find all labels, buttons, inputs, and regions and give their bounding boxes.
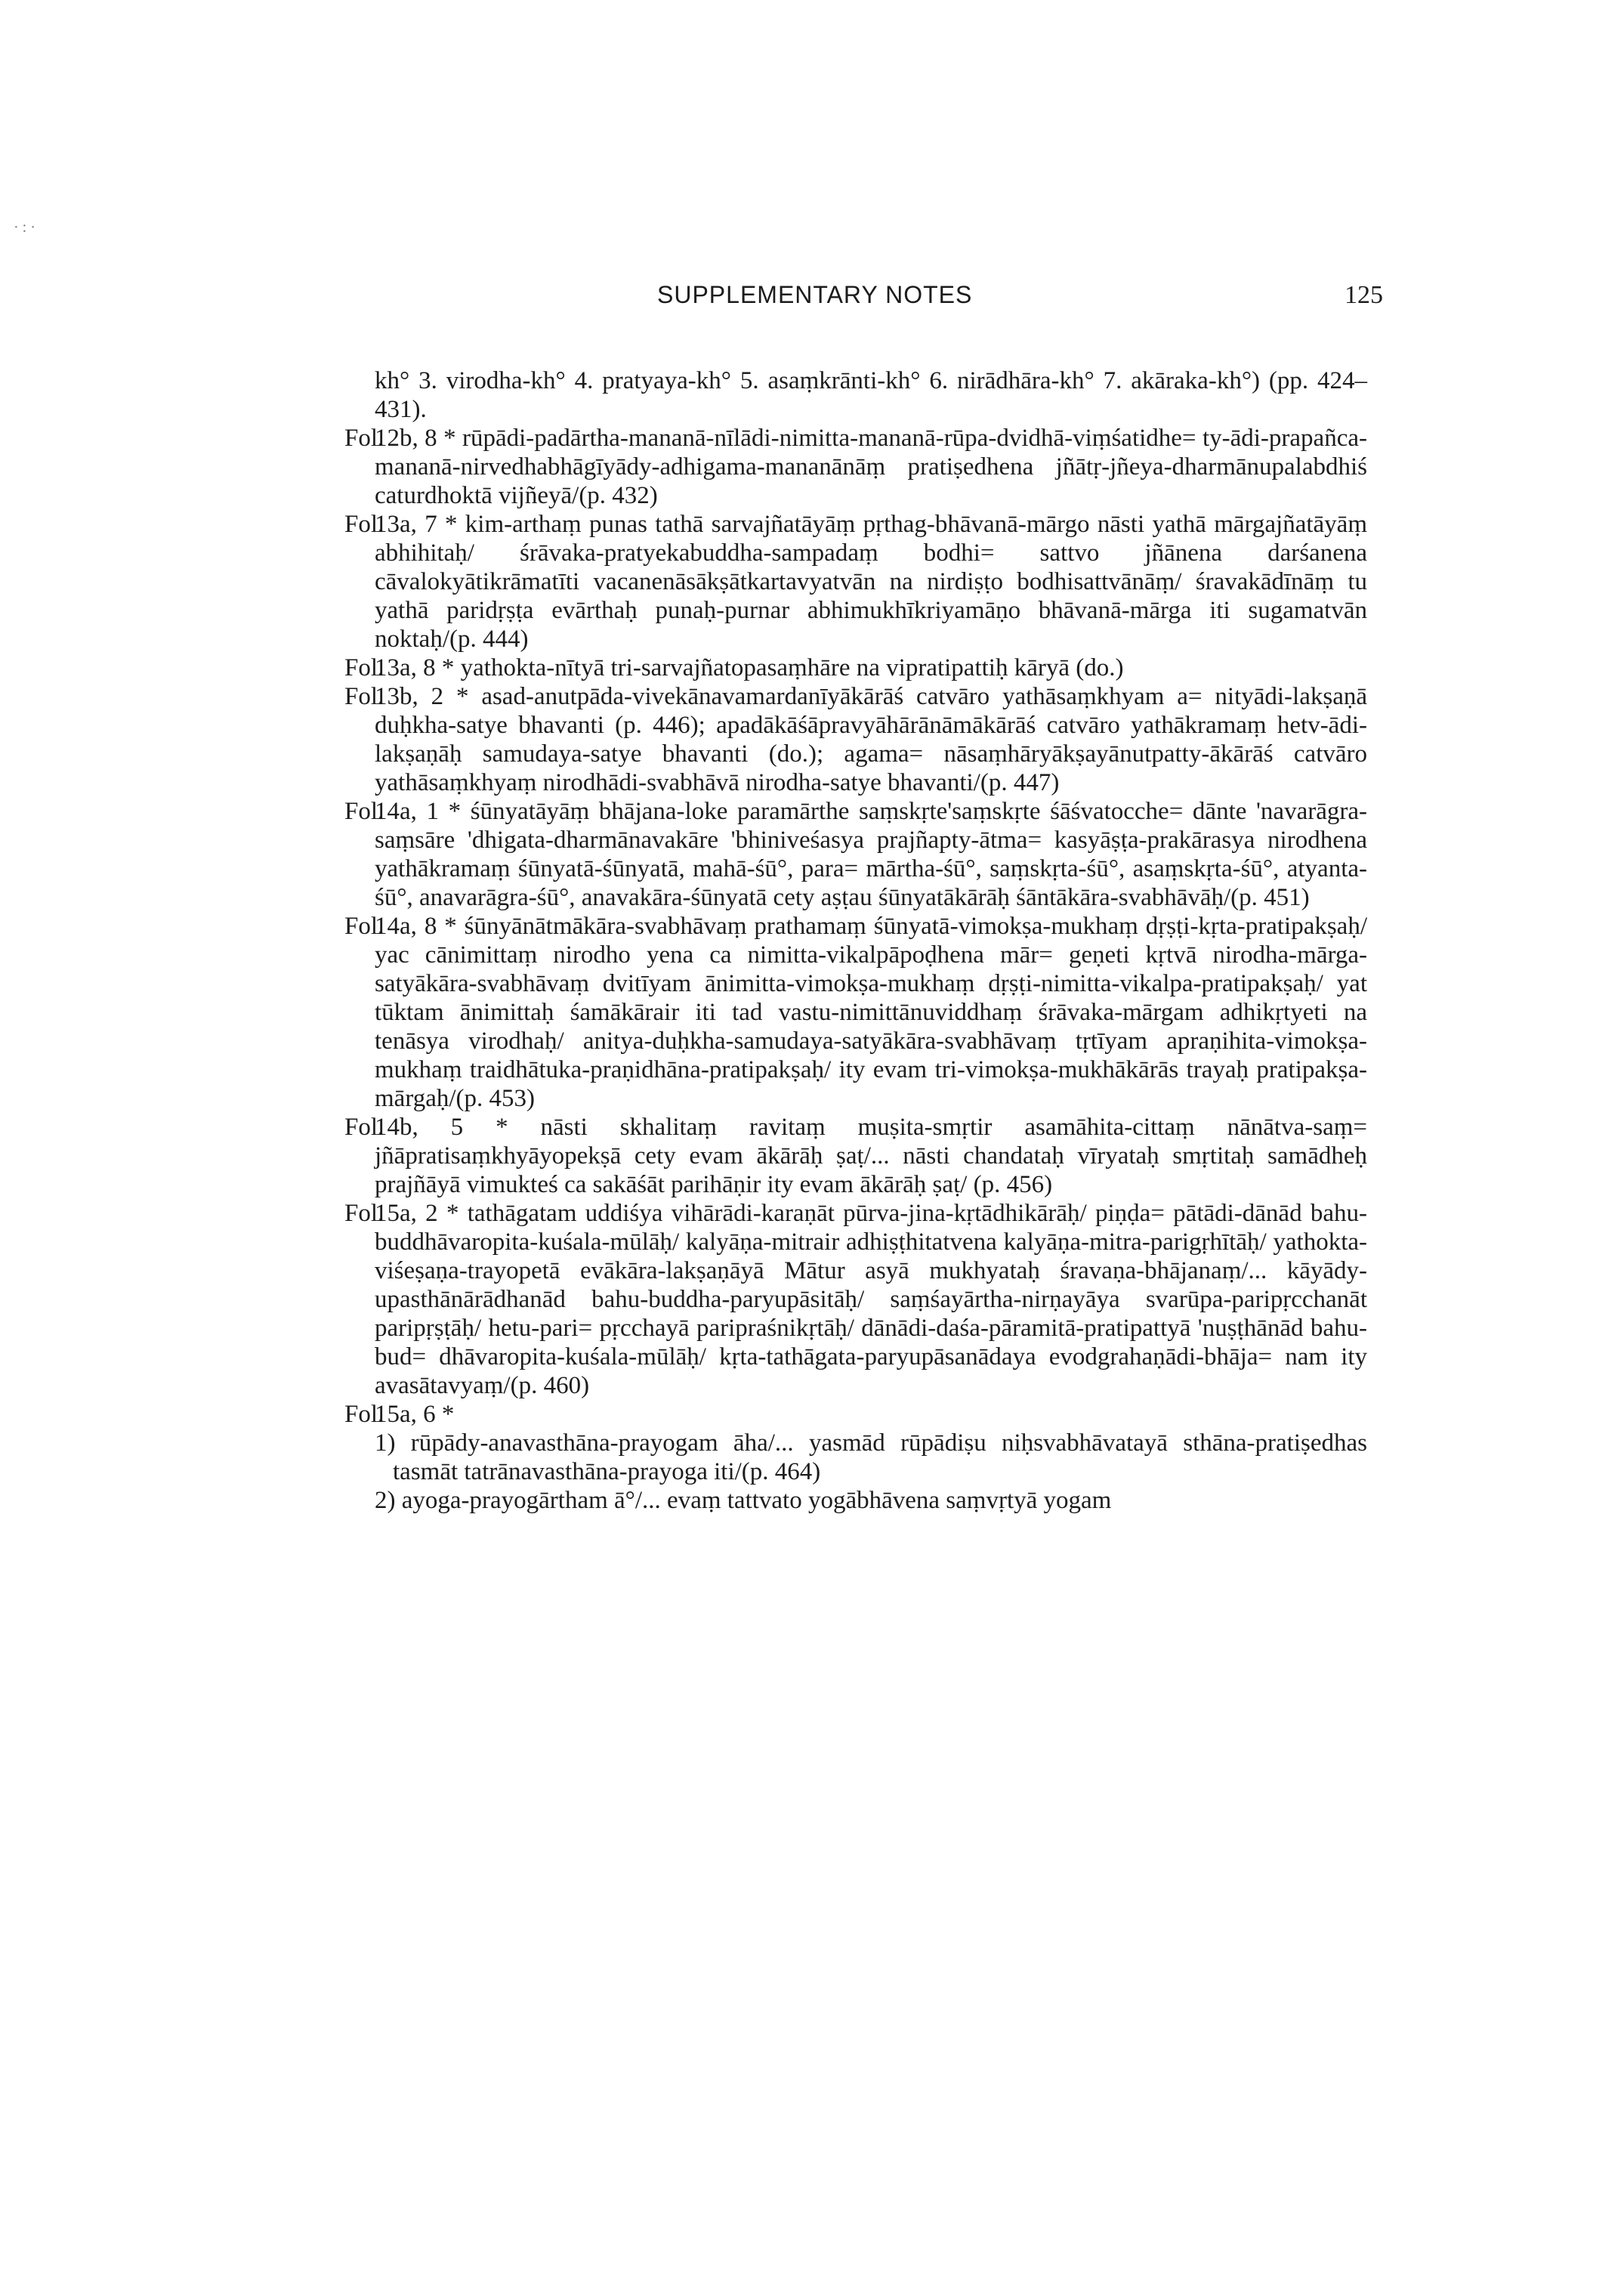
scan-speck: · : ·: [14, 219, 36, 236]
folio-label: Fol.: [344, 1114, 384, 1141]
folio-label: Fol.: [344, 425, 384, 452]
folio-note: [344, 424, 1367, 510]
folio-note: [344, 797, 1367, 912]
folio-note: [344, 912, 1367, 1113]
note-text: 14b, 5 * nāsti skhalitaṃ ravitaṃ muṣita-smṛtir asamāhita-cittaṃ nānātva-saṃ= jñāpratisaṃkhyāyopekṣā cety evam ākārāḥ ṣaṭ/... nāsti chandataḥ vīryataḥ smṛtitaḥ samādheḥ prajñāyā vimukteś ca sakāśāt parihāṇir ity evam ākārāḥ ṣaṭ/ (p. 456): [375, 1114, 1367, 1198]
folio-note: [344, 1199, 1367, 1400]
folio-note: [344, 510, 1367, 654]
folio-label: Fol.: [344, 654, 384, 681]
folio-note: [344, 1400, 1367, 1429]
folio-note: [344, 1113, 1367, 1199]
numbered-subitem: [347, 1429, 1367, 1486]
folio-label: Fol.: [344, 798, 384, 825]
note-text: 14a, 1 * śūnyatāyāṃ bhājana-loke paramārthe saṃskṛte'saṃskṛte śāśvatocche= dānte 'navarāgra-saṃsāre 'dhigata-dharmānavakāre 'bhiniveśasya prajñapty-ātma= kasyāṣṭa-prakārasya nirodhena yathākramaṃ śūnyatā-śūnyatā, mahā-śū°, para= mārtha-śū°, saṃskṛta-śū°, asaṃskṛta-śū°, atyanta-śū°, anavarāgra-śū°, anavakāra-śūnyatā cety aṣṭau śūnyatākārāḥ śāntākāra-svabhāvāḥ/(p. 451): [375, 798, 1367, 911]
note-text: 12b, 8 * rūpādi-padārtha-mananā-nīlādi-nimitta-mananā-rūpa-dvidhā-viṃśatidhe= ty-ādi-prapañca-mananā-nirvedhabhāgīyādy-adhigama-mananānāṃ pratiṣedhena jñātṛ-jñeya-dharmānupalabdhiś caturdhoktā vijñeyā/(p. 432): [375, 425, 1367, 509]
note-text: 13b, 2 * asad-anutpāda-vivekānavamardanīyākārāś catvāro yathāsaṃkhyam a= nityādi-lakṣaṇā duḥkha-satye bhavanti (p. 446); apadākāśāpravyāhārānāmākārāś catvāro yathākramaṃ hetv-ādi-lakṣaṇāḥ samudaya-satye bhavanti (do.); agama= nāsaṃhāryākṣayānutpatty-ākārāś catvāro yathāsaṃkhyaṃ nirodhādi-svabhāvā nirodha-satye bhavanti/(p. 447): [375, 683, 1367, 796]
folio-label: Fol.: [344, 913, 384, 940]
note-text: 15a, 6 *: [375, 1401, 455, 1428]
folio-label: Fol.: [344, 1200, 384, 1227]
note-text: kh° 3. virodha-kh° 4. pratyaya-kh° 5. asaṃkrānti-kh° 6. nirādhāra-kh° 7. akāraka-kh°) (pp. 424–431).: [375, 367, 1367, 423]
note-text: 13a, 7 * kim-arthaṃ punas tathā sarvajñatāyāṃ pṛthag-bhāvanā-mārgo nāsti yathā mārgajñatāyāṃ abhihitaḥ/ śrāvaka-pratyekabuddha-sampadaṃ bodhi= sattvo jñānena darśanena cāvalokyātikrāmatīti vacanenāsākṣātkartavyatvān na nirdiṣṭo bodhisattvānāṃ/ śravakādīnāṃ tu yathā paridṛṣṭa evārthaḥ punaḥ-purnar abhimukhīkriyamāṇo bhāvanā-mārga iti sugamatvān noktaḥ/(p. 444): [375, 511, 1367, 653]
note-text: 15a, 2 * tathāgatam uddiśya vihārādi-karaṇāt pūrva-jina-kṛtādhikārāḥ/ piṇḍa= pātādi-dānād bahu-buddhāvaropita-kuśala-mūlāḥ/ kalyāṇa-mitrair adhiṣṭhitatvena kalyāṇa-mitra-parigṛhītāḥ/ yathokta-viśeṣaṇa-trayopetā evākāra-lakṣaṇāyā Mātur asyā mukhyataḥ śravaṇa-bhājanaṃ/... kāyādy-upasthānārādhanād bahu-buddha-paryupāsitāḥ/ saṃśayārtha-nirṇayāya svarūpa-paripṛcchanāt paripṛṣṭāḥ/ hetu-pari= pṛcchayā paripraśnikṛtāḥ/ dānādi-daśa-pāramitā-pratipattyā 'nuṣṭhānād bahu-bud= dhāvaropita-kuśala-mūlāḥ/ kṛta-tathāgata-paryupāsanādaya evodgrahaṇādi-bhāja= nam ity avasātavyaṃ/(p. 460): [375, 1200, 1367, 1399]
folio-note: [344, 654, 1367, 682]
folio-note: [344, 682, 1367, 797]
notes-body: [344, 366, 1367, 1515]
note-text: 13a, 8 * yathokta-nītyā tri-sarvajñatopasaṃhāre na vipratipattiḥ kāryā (do.): [375, 654, 1124, 681]
running-title: SUPPLEMENTARY NOTES: [657, 281, 973, 308]
folio-label: Fol.: [344, 1401, 384, 1428]
subitem-text: 2) ayoga-prayogārtham ā°/... evaṃ tattvato yogābhāvena saṃvṛtyā yogam: [375, 1487, 1112, 1514]
note-continuation: [347, 366, 1367, 424]
page-number: 125: [1345, 281, 1383, 309]
subitem-text: 1) rūpādy-anavasthāna-prayogam āha/... yasmād rūpādiṣu niḥsvabhāvatayā sthāna-pratiṣedhas tasmāt tatrānavasthāna-prayoga iti/(p. 464): [375, 1429, 1367, 1485]
numbered-subitem: [347, 1486, 1367, 1515]
folio-label: Fol.: [344, 683, 384, 710]
note-text: 14a, 8 * śūnyānātmākāra-svabhāvaṃ prathamaṃ śūnyatā-vimokṣa-mukhaṃ dṛṣṭi-kṛta-pratipakṣaḥ/ yac cānimittaṃ nirodho yena ca nimitta-vikalpāpoḍhena mār= geṇeti kṛtvā nirodha-mārga-satyākāra-svabhāvaṃ dvitīyam ānimitta-vimokṣa-mukhaṃ dṛṣṭi-nimitta-vikalpa-pratipakṣaḥ/ yat tūktam ānimittaḥ śamākārair iti tad vastu-nimittānuviddhaṃ śrāvaka-mārgam adhikṛtyeti na tenāsya virodhaḥ/ anitya-duḥkha-samudaya-satyākāra-svabhāvaṃ tṛtīyam apraṇihita-vimokṣa-mukhaṃ traidhātuka-praṇidhāna-pratipakṣaḥ/ ity evam tri-vimokṣa-mukhākārās trayaḥ pratipakṣa-mārgaḥ/(p. 453): [375, 913, 1367, 1112]
folio-label: Fol.: [344, 511, 384, 538]
page-header: [0, 281, 1624, 326]
